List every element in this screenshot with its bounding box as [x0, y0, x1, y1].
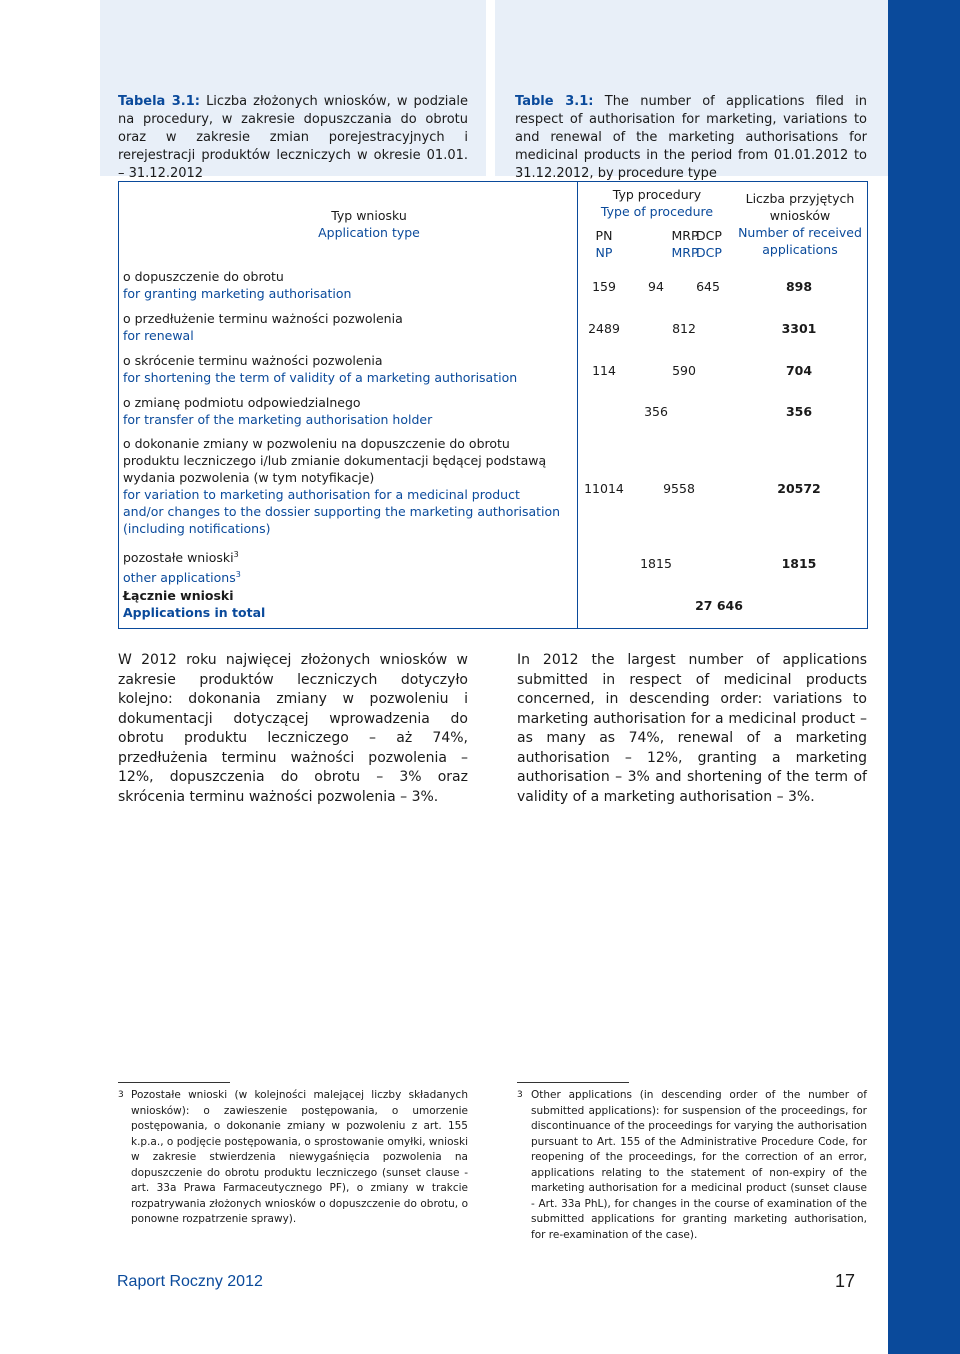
header-application-type	[269, 207, 469, 241]
header-type-en: Application type	[318, 225, 420, 240]
row-label-en: for transfer of the marketing authorisation holder	[123, 412, 433, 427]
row-label-en: other applications$^3$	[123, 570, 241, 586]
cell-total: 20572	[777, 481, 821, 496]
header-proc-pl: Typ procedury	[612, 187, 702, 202]
cell-pn: 2489	[588, 321, 620, 336]
table-caption-pl	[118, 93, 468, 183]
cell-pn: 114	[592, 363, 616, 378]
row-label-en: Applications in total	[123, 605, 266, 620]
row-label-en: for shortening the term of validity of a marketing authorisation	[123, 370, 518, 385]
header-mrp-en: MRP	[671, 245, 699, 260]
table-column-divider	[577, 182, 578, 628]
cell-merged: 1815	[640, 556, 672, 571]
cell-total: 356	[785, 404, 813, 419]
cell-total: 898	[785, 279, 813, 294]
row-label-pl: o przedłużenie terminu ważności pozwolenia	[123, 311, 403, 326]
cell-dcp: 645	[696, 279, 720, 294]
header-count-en-2: applications	[762, 242, 838, 257]
page-number: 17	[835, 1271, 856, 1291]
cell-total: 704	[785, 363, 813, 378]
header-pn	[589, 227, 619, 261]
footnote-number-en: 3	[517, 1090, 523, 1100]
cell-merged: 812	[672, 321, 696, 336]
row-label-en: for variation to marketing authorisation for a medicinal product and/or changes to the dossier supporting the marketing authorisation (including notifications)	[123, 487, 561, 536]
cell-mrp: 94	[648, 279, 664, 294]
footnote-rule-pl	[118, 1082, 230, 1083]
row-label-en: for renewal	[123, 328, 194, 343]
header-count-en-1: Number of received	[738, 225, 862, 240]
row-label-pl: o dokonanie zmiany w pozwoleniu na dopuszczenie do obrotu produktu leczniczego i/lub zmianie dokumentacji będącej podstawą wydania pozwolenia (w tym notyfikacje)	[123, 436, 547, 485]
cell-merged: 356	[644, 404, 668, 419]
table-row-label	[123, 435, 563, 537]
header-mrp-pl: MRP	[671, 228, 699, 243]
applications-table	[118, 181, 868, 629]
cell-pn: 159	[592, 279, 616, 294]
header-pn-pl: PN	[595, 228, 613, 243]
report-title: Raport Roczny 2012	[117, 1273, 263, 1290]
caption-text-pl: Liczba złożonych wniosków, w podziale na procedury, w zakresie dopuszczania do obrotu oraz w zakresie zmian porejestracyjnych i rerejestracji produktów leczniczych w okresie 01.01. – 31.12.2012	[118, 94, 468, 181]
cell-merged: 9558	[663, 481, 695, 496]
row-label-en: for granting marketing authorisation	[123, 286, 352, 301]
footnote-rule-en	[517, 1082, 629, 1083]
cell-merged: 590	[672, 363, 696, 378]
cell-pn: 11014	[584, 481, 624, 496]
body-paragraph-en: In 2012 the largest number of applications submitted in respect of medicinal products concerned, in descending order: variations to marketing authorisation for a medicinal product – as many as 74%, renewal of a marketing authorisation – 12%, granting a marketing authorisation – 3% and shortening of the term of validity of a marketing authorisation – 3%.	[517, 652, 867, 805]
row-label-pl: Łącznie wnioski	[123, 588, 234, 603]
header-type-pl: Typ wniosku	[331, 208, 407, 223]
footnote-en: Other applications (in descending order of the number of submitted applications): for suspension of the proceedings, for discontinuance of the proceedings for varying the authorisation pursuant to Art. 155 of the Administrative Procedure Code, for reopening of the proceedings, for the correction of an error, applications relating to the statement of non-expiry of the marketing authorisation for a medicinal product (sunset clause - Art. 33a PhL), for changes in the course of examination of the submitted applications for granting marketing authorisation, for re-examination of the case).	[531, 1089, 867, 1241]
header-dcp-en: DCP	[696, 245, 722, 260]
caption-label-pl: Tabela 3.1:	[118, 94, 200, 109]
header-proc-en: Type of procedure	[600, 204, 714, 219]
table-row-label	[123, 394, 563, 428]
cell-grand-total: 27 646	[695, 598, 743, 613]
caption-label-en: Table 3.1:	[515, 94, 594, 109]
body-paragraph-pl: W 2012 roku najwięcej złożonych wniosków w zakresie produktów leczniczych dotyczyło kolejno: dokonania zmiany w pozwoleniu i dokumentacji dotyczącej wprowadzenia do obrotu produktu leczniczego – aż 74%, przedłużenia terminu ważności pozwolenia – 12%, dopuszczenia do obrotu – 3% oraz skrócenia terminu ważności pozwolenia – 3%.	[118, 652, 468, 805]
header-count-pl-2: wniosków	[769, 208, 831, 223]
table-row-label	[123, 587, 563, 621]
caption-text-en: The number of applications filed in respect of authorisation for marketing, variations to and renewal of the marketing authorisations for medicinal products in the period from 01.01.2012 to 31.12.2012, by procedure type	[515, 94, 867, 181]
table-row-label	[123, 310, 563, 344]
row-label-pl: pozostałe wnioski$^3$	[123, 550, 239, 566]
header-count	[735, 190, 865, 258]
table-row-label	[123, 352, 563, 386]
table-caption-en	[515, 93, 867, 183]
footnote-pl: Pozostałe wnioski (w kolejności malejącej liczby składanych wniosków): o zawieszenie postępowania, o umorzenie postępowania, o dokonanie zmiany w pozwoleniu z art. 155 k.p.a., o podjęcie postępowania, o sprostowanie omyłki, wnioski w zakresie stwierdzenia niewygaśnięcia pozwolenia na dopuszczenie do obrotu produktu leczniczego (sunset clause - art. 33a Prawa Farmaceutycznego PF), o zmiany w trakcie rozpatrywania złożonych wniosków o dopuszczenie do obrotu, o ponowne rozpatrzenie sprawy).	[131, 1089, 468, 1225]
footnote-number-pl: 3	[118, 1090, 124, 1100]
row-label-pl: o zmianę podmiotu odpowiedzialnego	[123, 395, 361, 410]
row-label-pl: o skrócenie terminu ważności pozwolenia	[123, 353, 383, 368]
cell-total: 3301	[781, 321, 817, 336]
header-pn-en: NP	[595, 245, 613, 260]
row-label-pl: o dopuszczenie do obrotu	[123, 269, 284, 284]
header-dcp	[689, 227, 729, 261]
header-dcp-pl: DCP	[696, 228, 722, 243]
cell-total: 1815	[781, 556, 817, 571]
table-row-label	[123, 268, 563, 302]
table-row-label	[123, 546, 563, 586]
header-count-pl-1: Liczba przyjętych	[745, 191, 855, 206]
header-procedure-type	[579, 186, 735, 220]
